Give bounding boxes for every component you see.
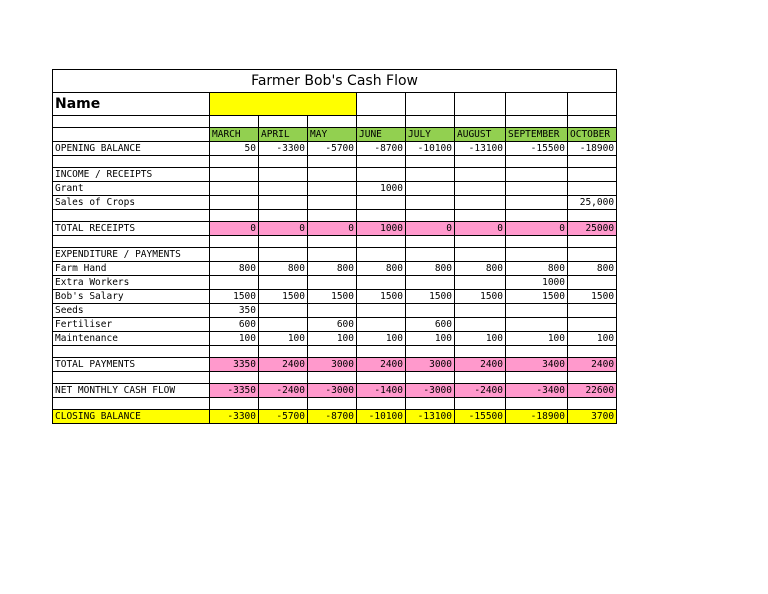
month-header[interactable]: MAY	[308, 128, 357, 142]
opening-balance-row-label[interactable]: OPENING BALANCE	[53, 142, 210, 156]
total-payments-row-value[interactable]: 3400	[506, 358, 568, 372]
closing-balance-row-value[interactable]: -10100	[357, 410, 406, 424]
empty-cell[interactable]	[357, 372, 406, 384]
empty-cell[interactable]	[406, 156, 455, 168]
bobs-salary-row-label[interactable]: Bob's Salary	[53, 290, 210, 304]
month-header[interactable]: JUNE	[357, 128, 406, 142]
month-header[interactable]: AUGUST	[455, 128, 506, 142]
blank-row	[53, 236, 617, 248]
empty-cell[interactable]	[455, 168, 506, 182]
empty-cell[interactable]	[53, 156, 210, 168]
sales-row-value[interactable]	[308, 196, 357, 210]
empty-cell[interactable]	[406, 210, 455, 222]
empty-cell[interactable]	[568, 248, 617, 262]
total-receipts-row	[53, 222, 617, 236]
blank-row	[53, 116, 617, 128]
sheet-title: Farmer Bob's Cash Flow	[53, 70, 617, 93]
grant-row-value[interactable]	[506, 182, 568, 196]
bobs-salary-row-value[interactable]: 1500	[357, 290, 406, 304]
bobs-salary-row-value[interactable]: 1500	[455, 290, 506, 304]
opening-balance-row-value[interactable]: -13100	[455, 142, 506, 156]
fertiliser-row	[53, 318, 617, 332]
closing-balance-row-value[interactable]: -15500	[455, 410, 506, 424]
empty-cell[interactable]	[210, 236, 259, 248]
sales-row-value[interactable]	[259, 196, 308, 210]
grant-row-value[interactable]	[568, 182, 617, 196]
maintenance-row-value[interactable]: 100	[210, 332, 259, 346]
empty-cell[interactable]	[568, 372, 617, 384]
maintenance-row-value[interactable]: 100	[406, 332, 455, 346]
total-payments-row-value[interactable]: 2400	[455, 358, 506, 372]
maintenance-row-value[interactable]: 100	[357, 332, 406, 346]
maintenance-row-value[interactable]: 100	[308, 332, 357, 346]
seeds-row-label[interactable]: Seeds	[53, 304, 210, 318]
opening-balance-row	[53, 142, 617, 156]
fertiliser-row-value[interactable]	[506, 318, 568, 332]
blank-row	[53, 372, 617, 384]
fertiliser-row-value[interactable]: 600	[406, 318, 455, 332]
total-payments-row-value[interactable]: 3000	[406, 358, 455, 372]
extra-workers-row-value[interactable]	[210, 276, 259, 290]
sales-row-value[interactable]	[455, 196, 506, 210]
empty-cell[interactable]	[53, 236, 210, 248]
empty-cell[interactable]	[357, 236, 406, 248]
net-monthly-row	[53, 384, 617, 398]
seeds-row-value[interactable]	[357, 304, 406, 318]
empty-cell[interactable]	[568, 236, 617, 248]
empty-cell[interactable]	[406, 346, 455, 358]
empty-cell[interactable]	[259, 168, 308, 182]
empty-cell[interactable]	[308, 236, 357, 248]
empty-cell[interactable]	[455, 248, 506, 262]
total-payments-row-value[interactable]: 2400	[357, 358, 406, 372]
extra-workers-row-value[interactable]	[357, 276, 406, 290]
empty-cell[interactable]	[53, 372, 210, 384]
total-receipts-row-value[interactable]: 0	[259, 222, 308, 236]
grant-row-label[interactable]: Grant	[53, 182, 210, 196]
closing-balance-row-value[interactable]: -5700	[259, 410, 308, 424]
empty-cell[interactable]	[406, 236, 455, 248]
seeds-row-value[interactable]	[308, 304, 357, 318]
empty-cell[interactable]	[506, 156, 568, 168]
empty-cell[interactable]	[506, 168, 568, 182]
empty-cell[interactable]	[259, 236, 308, 248]
name-input-cell[interactable]	[210, 93, 357, 116]
grant-row-value[interactable]	[455, 182, 506, 196]
bobs-salary-row-value[interactable]: 1500	[506, 290, 568, 304]
net-monthly-row-value[interactable]: -3350	[210, 384, 259, 398]
fertiliser-row-value[interactable]: 600	[308, 318, 357, 332]
closing-balance-row-value[interactable]: -3300	[210, 410, 259, 424]
empty-cell[interactable]	[568, 210, 617, 222]
empty-cell[interactable]	[357, 346, 406, 358]
total-receipts-row-value[interactable]: 1000	[357, 222, 406, 236]
total-payments-row-value[interactable]: 3000	[308, 358, 357, 372]
title-row	[53, 70, 617, 93]
net-monthly-row-value[interactable]: -3400	[506, 384, 568, 398]
grant-row-value[interactable]	[308, 182, 357, 196]
net-monthly-row-value[interactable]: -1400	[357, 384, 406, 398]
total-receipts-row-value[interactable]: 0	[406, 222, 455, 236]
total-payments-row-label[interactable]: TOTAL PAYMENTS	[53, 358, 210, 372]
name-label[interactable]: Name	[53, 93, 210, 116]
seeds-row-value[interactable]	[506, 304, 568, 318]
empty-cell[interactable]	[455, 156, 506, 168]
empty-cell[interactable]	[259, 116, 308, 128]
total-receipts-row-value[interactable]: 0	[455, 222, 506, 236]
name-row	[53, 93, 617, 116]
empty-cell[interactable]	[53, 116, 210, 128]
empty-cell[interactable]	[210, 398, 259, 410]
seeds-row-value[interactable]: 350	[210, 304, 259, 318]
extra-workers-row-value[interactable]	[455, 276, 506, 290]
empty-cell[interactable]	[406, 372, 455, 384]
opening-balance-row-value[interactable]: -15500	[506, 142, 568, 156]
opening-balance-row-value[interactable]: -10100	[406, 142, 455, 156]
maintenance-row	[53, 332, 617, 346]
grant-row-value[interactable]	[259, 182, 308, 196]
net-monthly-row-label[interactable]: NET MONTHLY CASH FLOW	[53, 384, 210, 398]
maintenance-row-value[interactable]: 100	[455, 332, 506, 346]
net-monthly-row-value[interactable]: -2400	[455, 384, 506, 398]
extra-workers-row-label[interactable]: Extra Workers	[53, 276, 210, 290]
empty-cell[interactable]	[568, 398, 617, 410]
total-receipts-row-label[interactable]: TOTAL RECEIPTS	[53, 222, 210, 236]
empty-cell[interactable]	[506, 116, 568, 128]
blank-row	[53, 398, 617, 410]
empty-cell[interactable]	[53, 398, 210, 410]
total-receipts-row-value[interactable]: 0	[308, 222, 357, 236]
farm-hand-row	[53, 262, 617, 276]
farm-hand-row-value[interactable]: 800	[210, 262, 259, 276]
empty-cell[interactable]	[506, 248, 568, 262]
empty-cell[interactable]	[455, 116, 506, 128]
fertiliser-row-value[interactable]: 600	[210, 318, 259, 332]
empty-cell[interactable]	[568, 93, 617, 116]
empty-cell[interactable]	[308, 346, 357, 358]
bobs-salary-row-value[interactable]: 1500	[210, 290, 259, 304]
empty-cell[interactable]	[455, 372, 506, 384]
closing-balance-row	[53, 410, 617, 424]
farm-hand-row-value[interactable]: 800	[568, 262, 617, 276]
month-header[interactable]: OCTOBER	[568, 128, 617, 142]
empty-cell[interactable]	[308, 210, 357, 222]
month-header[interactable]: MARCH	[210, 128, 259, 142]
empty-cell[interactable]	[308, 116, 357, 128]
empty-cell[interactable]	[53, 210, 210, 222]
empty-cell[interactable]	[506, 398, 568, 410]
empty-cell[interactable]	[568, 346, 617, 358]
grant-row-value[interactable]: 1000	[357, 182, 406, 196]
extra-workers-row-value[interactable]	[259, 276, 308, 290]
closing-balance-row-value[interactable]: -18900	[506, 410, 568, 424]
farm-hand-row-value[interactable]: 800	[259, 262, 308, 276]
closing-balance-row-label[interactable]: CLOSING BALANCE	[53, 410, 210, 424]
empty-cell[interactable]	[357, 116, 406, 128]
maintenance-row-value[interactable]: 100	[506, 332, 568, 346]
fertiliser-row-value[interactable]	[259, 318, 308, 332]
bobs-salary-row-value[interactable]: 1500	[259, 290, 308, 304]
bobs-salary-row-value[interactable]: 1500	[308, 290, 357, 304]
extra-workers-row-value[interactable]	[308, 276, 357, 290]
income-header[interactable]: INCOME / RECEIPTS	[53, 168, 210, 182]
empty-cell[interactable]	[53, 128, 210, 142]
seeds-row-value[interactable]	[259, 304, 308, 318]
grant-row-value[interactable]	[210, 182, 259, 196]
seeds-row-value[interactable]	[568, 304, 617, 318]
opening-balance-row-value[interactable]: -8700	[357, 142, 406, 156]
empty-cell[interactable]	[568, 116, 617, 128]
grant-row-value[interactable]	[406, 182, 455, 196]
empty-cell[interactable]	[259, 346, 308, 358]
empty-cell[interactable]	[455, 398, 506, 410]
farm-hand-row-value[interactable]: 800	[357, 262, 406, 276]
extra-workers-row-value[interactable]: 1000	[506, 276, 568, 290]
empty-cell[interactable]	[210, 372, 259, 384]
farm-hand-row-value[interactable]: 800	[455, 262, 506, 276]
extra-workers-row-value[interactable]	[568, 276, 617, 290]
net-monthly-row-value[interactable]: 22600	[568, 384, 617, 398]
empty-cell[interactable]	[406, 248, 455, 262]
empty-cell[interactable]	[357, 398, 406, 410]
closing-balance-row-value[interactable]: -13100	[406, 410, 455, 424]
seeds-row-value[interactable]	[406, 304, 455, 318]
empty-cell[interactable]	[308, 168, 357, 182]
empty-cell[interactable]	[568, 156, 617, 168]
seeds-row	[53, 304, 617, 318]
maintenance-row-value[interactable]: 100	[568, 332, 617, 346]
empty-cell[interactable]	[506, 346, 568, 358]
empty-cell[interactable]	[357, 210, 406, 222]
net-monthly-row-value[interactable]: -3000	[406, 384, 455, 398]
empty-cell[interactable]	[259, 156, 308, 168]
total-payments-row-value[interactable]: 2400	[259, 358, 308, 372]
blank-row	[53, 156, 617, 168]
empty-cell[interactable]	[455, 210, 506, 222]
month-header[interactable]: SEPTEMBER	[506, 128, 568, 142]
sales-row-value[interactable]	[357, 196, 406, 210]
empty-cell[interactable]	[406, 116, 455, 128]
empty-cell[interactable]	[455, 93, 506, 116]
total-receipts-row-value[interactable]: 0	[210, 222, 259, 236]
empty-cell[interactable]	[210, 248, 259, 262]
opening-balance-row-value[interactable]: 50	[210, 142, 259, 156]
empty-cell[interactable]	[259, 372, 308, 384]
empty-cell[interactable]	[357, 93, 406, 116]
empty-cell[interactable]	[506, 236, 568, 248]
fertiliser-row-label[interactable]: Fertiliser	[53, 318, 210, 332]
total-payments-row-value[interactable]: 3350	[210, 358, 259, 372]
empty-cell[interactable]	[259, 398, 308, 410]
maintenance-row-value[interactable]: 100	[259, 332, 308, 346]
empty-cell[interactable]	[455, 346, 506, 358]
opening-balance-row-value[interactable]: -5700	[308, 142, 357, 156]
total-payments-row	[53, 358, 617, 372]
empty-cell[interactable]	[357, 248, 406, 262]
extra-workers-row	[53, 276, 617, 290]
empty-cell[interactable]	[210, 346, 259, 358]
month-header[interactable]: APRIL	[259, 128, 308, 142]
empty-cell[interactable]	[53, 346, 210, 358]
empty-cell[interactable]	[308, 372, 357, 384]
empty-cell[interactable]	[210, 116, 259, 128]
month-header[interactable]: JULY	[406, 128, 455, 142]
cash-flow-sheet	[52, 69, 617, 424]
empty-cell[interactable]	[568, 168, 617, 182]
empty-cell[interactable]	[406, 93, 455, 116]
total-receipts-row-value[interactable]: 0	[506, 222, 568, 236]
farm-hand-row-value[interactable]: 800	[406, 262, 455, 276]
empty-cell[interactable]	[308, 398, 357, 410]
total-payments-row-value[interactable]: 2400	[568, 358, 617, 372]
net-monthly-row-value[interactable]: -3000	[308, 384, 357, 398]
grant-row	[53, 182, 617, 196]
blank-row	[53, 346, 617, 358]
expenditure-header[interactable]: EXPENDITURE / PAYMENTS	[53, 248, 210, 262]
closing-balance-row-value[interactable]: -8700	[308, 410, 357, 424]
fertiliser-row-value[interactable]	[568, 318, 617, 332]
net-monthly-row-value[interactable]: -2400	[259, 384, 308, 398]
opening-balance-row-value[interactable]: -3300	[259, 142, 308, 156]
sales-row-label[interactable]: Sales of Crops	[53, 196, 210, 210]
seeds-row-value[interactable]	[455, 304, 506, 318]
empty-cell[interactable]	[506, 210, 568, 222]
income-header	[53, 168, 617, 182]
empty-cell[interactable]	[308, 248, 357, 262]
empty-cell[interactable]	[506, 372, 568, 384]
sales-row-value[interactable]	[210, 196, 259, 210]
sales-row-value[interactable]	[506, 196, 568, 210]
expenditure-header	[53, 248, 617, 262]
bobs-salary-row	[53, 290, 617, 304]
farm-hand-row-value[interactable]: 800	[308, 262, 357, 276]
empty-cell[interactable]	[357, 168, 406, 182]
bobs-salary-row-value[interactable]: 1500	[406, 290, 455, 304]
opening-balance-row-value[interactable]: -18900	[568, 142, 617, 156]
sales-row	[53, 196, 617, 210]
farm-hand-row-value[interactable]: 800	[506, 262, 568, 276]
sales-row-value[interactable]: 25,000	[568, 196, 617, 210]
empty-cell[interactable]	[210, 168, 259, 182]
empty-cell[interactable]	[210, 156, 259, 168]
month-header-row	[53, 128, 617, 142]
empty-cell[interactable]	[406, 398, 455, 410]
closing-balance-row-value[interactable]: 3700	[568, 410, 617, 424]
maintenance-row-label[interactable]: Maintenance	[53, 332, 210, 346]
fertiliser-row-value[interactable]	[455, 318, 506, 332]
empty-cell[interactable]	[357, 156, 406, 168]
fertiliser-row-value[interactable]	[357, 318, 406, 332]
empty-cell[interactable]	[455, 236, 506, 248]
extra-workers-row-value[interactable]	[406, 276, 455, 290]
blank-row	[53, 210, 617, 222]
empty-cell[interactable]	[259, 248, 308, 262]
bobs-salary-row-value[interactable]: 1500	[568, 290, 617, 304]
total-receipts-row-value[interactable]: 25000	[568, 222, 617, 236]
empty-cell[interactable]	[308, 156, 357, 168]
empty-cell[interactable]	[259, 210, 308, 222]
empty-cell[interactable]	[506, 93, 568, 116]
empty-cell[interactable]	[210, 210, 259, 222]
empty-cell[interactable]	[406, 168, 455, 182]
farm-hand-row-label[interactable]: Farm Hand	[53, 262, 210, 276]
sales-row-value[interactable]	[406, 196, 455, 210]
